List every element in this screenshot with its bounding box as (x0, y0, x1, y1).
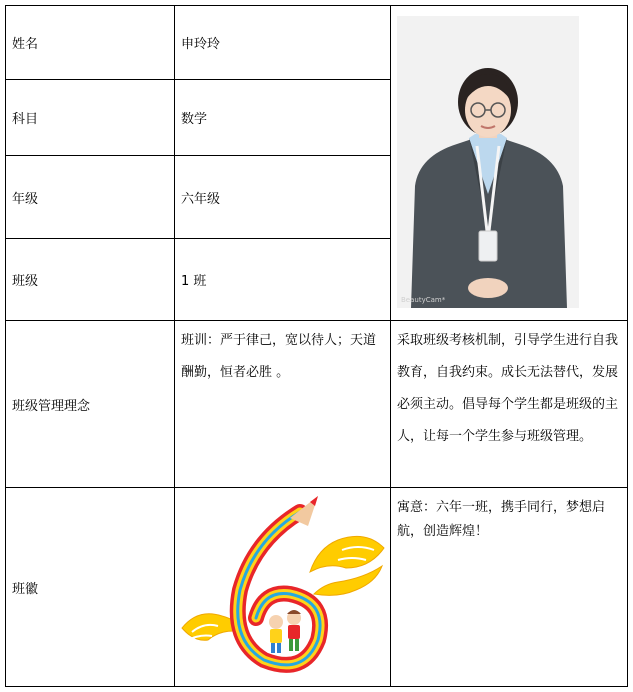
class-label: 班级 (6, 239, 175, 321)
class-value: 1 班 (175, 239, 391, 321)
teacher-portrait-icon (397, 16, 579, 308)
teacher-photo (397, 16, 579, 308)
grade-label: 年级 (6, 156, 175, 239)
badge-image-cell (175, 488, 391, 687)
table-row (6, 488, 628, 687)
grade-value: 六年级 (175, 156, 391, 239)
philosophy-description: 采取班级考核机制，引导学生进行自我教育，自我约束。成长无法替代，发展必须主动。倡导每个学生都是班级的主人，让每一个学生参与班级管理。 (391, 321, 628, 488)
name-label: 姓名 (6, 6, 175, 80)
class-motto: 班训：严于律己，宽以待人；天道酬勤，恒者必胜 。 (175, 321, 391, 488)
subject-label: 科目 (6, 80, 175, 156)
subject-value: 数学 (175, 80, 391, 156)
name-value: 申玲玲 (175, 6, 391, 80)
photo-cell (391, 6, 628, 321)
number-six-pencil-emblem-icon (178, 490, 388, 680)
table-row (6, 6, 628, 80)
badge-meaning: 寓意：六年一班，携手同行，梦想启航，创造辉煌！ (391, 488, 628, 687)
class-info-table (5, 5, 628, 687)
badge-label: 班徽 (6, 488, 175, 687)
table-row (6, 321, 628, 488)
philosophy-label: 班级管理理念 (6, 321, 175, 488)
photo-watermark: BeautyCam* (401, 296, 446, 304)
